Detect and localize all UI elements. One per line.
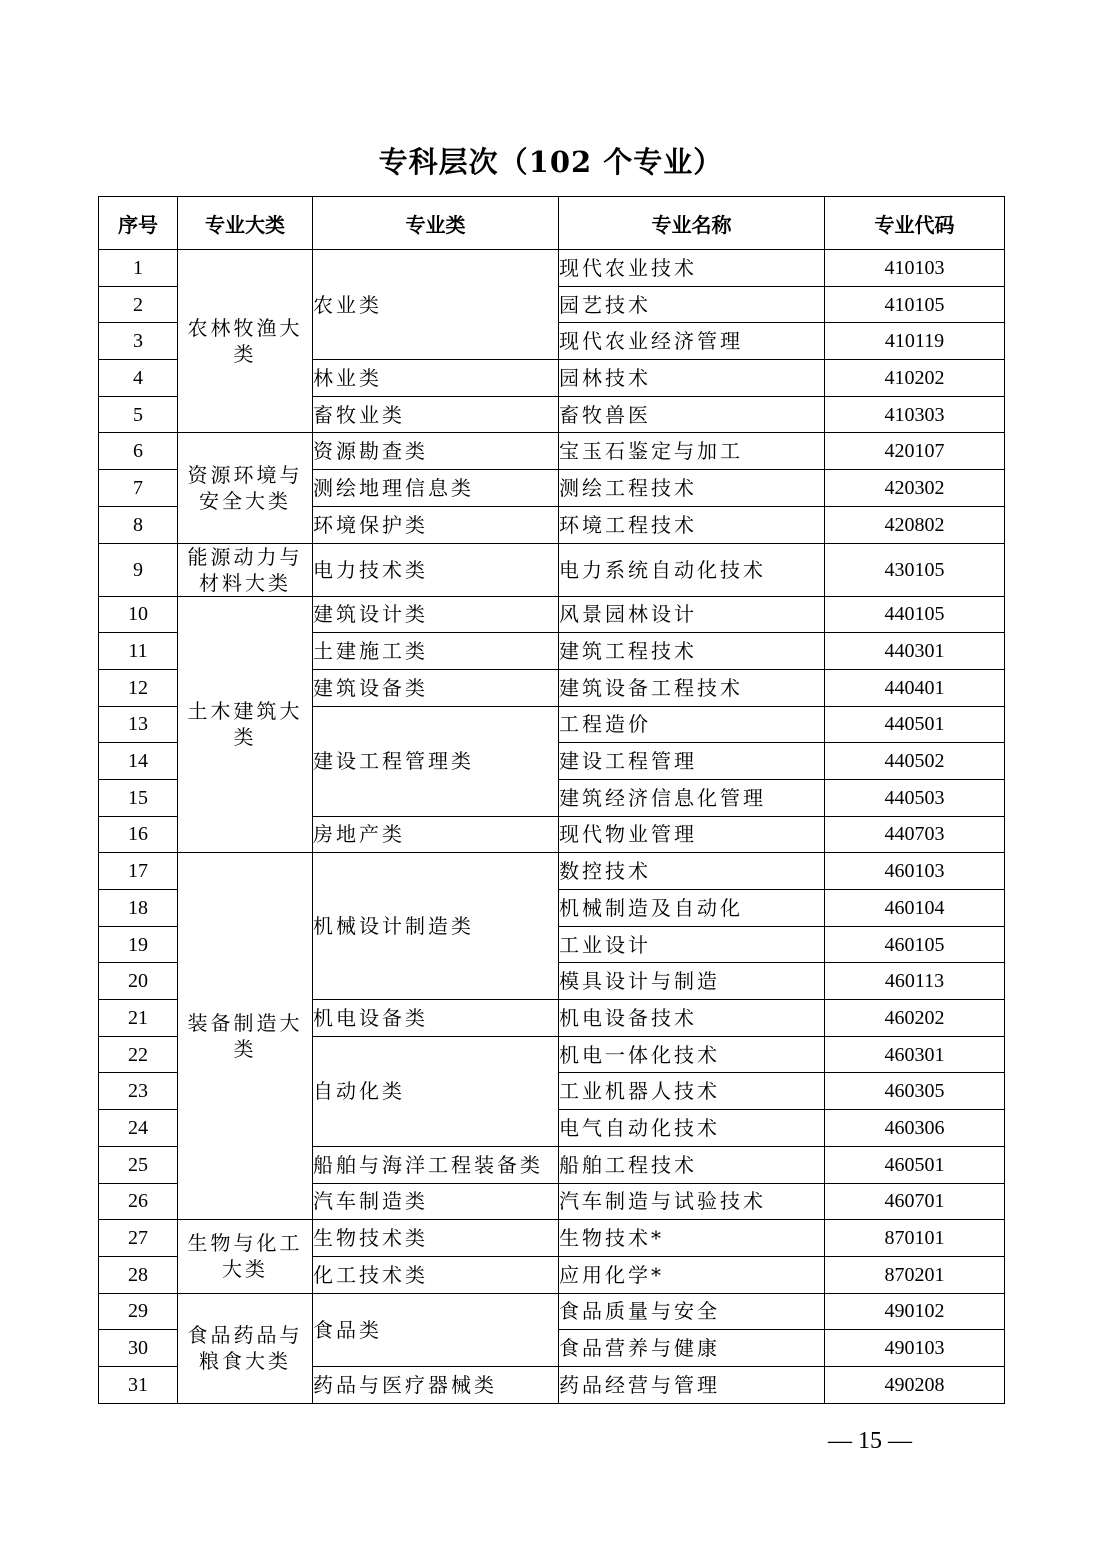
major-name-cell: 现代农业技术: [559, 250, 825, 287]
big-category-cell: 装备制造大类: [178, 853, 313, 1220]
seq-cell: 17: [99, 853, 178, 890]
class-cell: 建筑设计类: [313, 596, 559, 633]
header-major-code: 专业代码: [825, 197, 1005, 250]
seq-cell: 29: [99, 1293, 178, 1330]
major-name-cell: 生物技术*: [559, 1220, 825, 1257]
class-cell: 食品类: [313, 1293, 559, 1366]
major-name-cell: 工业设计: [559, 926, 825, 963]
major-code-cell: 410105: [825, 286, 1005, 323]
big-category-cell: 资源环境与安全大类: [178, 433, 313, 543]
major-name-cell: 模具设计与制造: [559, 963, 825, 1000]
class-cell: 建设工程管理类: [313, 706, 559, 816]
major-name-cell: 工业机器人技术: [559, 1073, 825, 1110]
major-code-cell: 460105: [825, 926, 1005, 963]
seq-cell: 28: [99, 1256, 178, 1293]
major-name-cell: 建筑经济信息化管理: [559, 779, 825, 816]
seq-cell: 8: [99, 506, 178, 543]
major-code-cell: 440503: [825, 779, 1005, 816]
major-code-cell: 460103: [825, 853, 1005, 890]
seq-cell: 21: [99, 1000, 178, 1037]
class-cell: 测绘地理信息类: [313, 470, 559, 507]
seq-cell: 10: [99, 596, 178, 633]
big-category-cell: 生物与化工大类: [178, 1220, 313, 1293]
table-row: [99, 433, 1005, 470]
major-code-cell: 460305: [825, 1073, 1005, 1110]
seq-cell: 2: [99, 286, 178, 323]
major-code-cell: 870201: [825, 1256, 1005, 1293]
table-body: [99, 250, 1005, 1404]
major-code-cell: 460501: [825, 1146, 1005, 1183]
seq-cell: 16: [99, 816, 178, 853]
major-name-cell: 机电一体化技术: [559, 1036, 825, 1073]
seq-cell: 31: [99, 1366, 178, 1403]
seq-cell: 3: [99, 323, 178, 360]
major-code-cell: 460306: [825, 1110, 1005, 1147]
major-code-cell: 460701: [825, 1183, 1005, 1220]
major-code-cell: 420802: [825, 506, 1005, 543]
major-name-cell: 电气自动化技术: [559, 1110, 825, 1147]
seq-cell: 14: [99, 743, 178, 780]
seq-cell: 22: [99, 1036, 178, 1073]
majors-table: [98, 196, 1005, 1404]
seq-cell: 11: [99, 633, 178, 670]
major-code-cell: 460301: [825, 1036, 1005, 1073]
seq-cell: 30: [99, 1330, 178, 1367]
major-name-cell: 园艺技术: [559, 286, 825, 323]
big-category-cell: 土木建筑大类: [178, 596, 313, 853]
major-name-cell: 应用化学*: [559, 1256, 825, 1293]
class-cell: 房地产类: [313, 816, 559, 853]
seq-cell: 9: [99, 543, 178, 596]
major-code-cell: 410202: [825, 360, 1005, 397]
table-row: [99, 250, 1005, 287]
major-code-cell: 490208: [825, 1366, 1005, 1403]
class-cell: 土建施工类: [313, 633, 559, 670]
major-code-cell: 460202: [825, 1000, 1005, 1037]
seq-cell: 23: [99, 1073, 178, 1110]
table-row: [99, 596, 1005, 633]
seq-cell: 12: [99, 669, 178, 706]
major-code-cell: 430105: [825, 543, 1005, 596]
big-category-cell: 农林牧渔大类: [178, 250, 313, 433]
seq-cell: 1: [99, 250, 178, 287]
major-name-cell: 环境工程技术: [559, 506, 825, 543]
table-row: [99, 1220, 1005, 1257]
class-cell: 农业类: [313, 250, 559, 360]
page-title: 专科层次（102 个专业）: [378, 145, 724, 179]
major-name-cell: 船舶工程技术: [559, 1146, 825, 1183]
class-cell: 化工技术类: [313, 1256, 559, 1293]
seq-cell: 4: [99, 360, 178, 397]
major-code-cell: 440301: [825, 633, 1005, 670]
table-row: [99, 543, 1005, 596]
table-row: [99, 853, 1005, 890]
seq-cell: 19: [99, 926, 178, 963]
major-code-cell: 440502: [825, 743, 1005, 780]
major-name-cell: 园林技术: [559, 360, 825, 397]
header-row: [99, 197, 1005, 250]
header-big-category: 专业大类: [178, 197, 313, 250]
seq-cell: 13: [99, 706, 178, 743]
major-name-cell: 汽车制造与试验技术: [559, 1183, 825, 1220]
big-category-cell: 能源动力与材料大类: [178, 543, 313, 596]
major-name-cell: 机电设备技术: [559, 1000, 825, 1037]
major-name-cell: 现代物业管理: [559, 816, 825, 853]
major-name-cell: 现代农业经济管理: [559, 323, 825, 360]
major-code-cell: 440105: [825, 596, 1005, 633]
major-name-cell: 畜牧兽医: [559, 396, 825, 433]
seq-cell: 25: [99, 1146, 178, 1183]
major-code-cell: 440401: [825, 669, 1005, 706]
seq-cell: 27: [99, 1220, 178, 1257]
major-name-cell: 建筑工程技术: [559, 633, 825, 670]
major-code-cell: 490102: [825, 1293, 1005, 1330]
major-name-cell: 食品营养与健康: [559, 1330, 825, 1367]
major-name-cell: 数控技术: [559, 853, 825, 890]
major-code-cell: 440703: [825, 816, 1005, 853]
table-row: [99, 1293, 1005, 1330]
major-code-cell: 420302: [825, 470, 1005, 507]
header-major-name: 专业名称: [559, 197, 825, 250]
major-code-cell: 410303: [825, 396, 1005, 433]
class-cell: 环境保护类: [313, 506, 559, 543]
major-code-cell: 410119: [825, 323, 1005, 360]
seq-cell: 26: [99, 1183, 178, 1220]
major-code-cell: 490103: [825, 1330, 1005, 1367]
class-cell: 资源勘查类: [313, 433, 559, 470]
major-name-cell: 药品经营与管理: [559, 1366, 825, 1403]
major-code-cell: 460113: [825, 963, 1005, 1000]
header-seq: 序号: [99, 197, 178, 250]
major-code-cell: 410103: [825, 250, 1005, 287]
major-name-cell: 工程造价: [559, 706, 825, 743]
major-name-cell: 宝玉石鉴定与加工: [559, 433, 825, 470]
seq-cell: 18: [99, 890, 178, 927]
seq-cell: 6: [99, 433, 178, 470]
class-cell: 畜牧业类: [313, 396, 559, 433]
class-cell: 汽车制造类: [313, 1183, 559, 1220]
class-cell: 药品与医疗器械类: [313, 1366, 559, 1403]
major-code-cell: 460104: [825, 890, 1005, 927]
class-cell: 生物技术类: [313, 1220, 559, 1257]
major-name-cell: 食品质量与安全: [559, 1293, 825, 1330]
seq-cell: 15: [99, 779, 178, 816]
major-name-cell: 电力系统自动化技术: [559, 543, 825, 596]
seq-cell: 7: [99, 470, 178, 507]
class-cell: 电力技术类: [313, 543, 559, 596]
class-cell: 船舶与海洋工程装备类: [313, 1146, 559, 1183]
class-cell: 机械设计制造类: [313, 853, 559, 1000]
seq-cell: 5: [99, 396, 178, 433]
major-code-cell: 440501: [825, 706, 1005, 743]
major-name-cell: 建筑设备工程技术: [559, 669, 825, 706]
class-cell: 机电设备类: [313, 1000, 559, 1037]
major-name-cell: 建设工程管理: [559, 743, 825, 780]
major-code-cell: 420107: [825, 433, 1005, 470]
page-number: — 15 —: [828, 1428, 912, 1454]
header-class: 专业类: [313, 197, 559, 250]
big-category-cell: 食品药品与粮食大类: [178, 1293, 313, 1403]
major-name-cell: 机械制造及自动化: [559, 890, 825, 927]
major-code-cell: 870101: [825, 1220, 1005, 1257]
seq-cell: 24: [99, 1110, 178, 1147]
class-cell: 自动化类: [313, 1036, 559, 1146]
class-cell: 建筑设备类: [313, 669, 559, 706]
class-cell: 林业类: [313, 360, 559, 397]
seq-cell: 20: [99, 963, 178, 1000]
major-name-cell: 测绘工程技术: [559, 470, 825, 507]
major-name-cell: 风景园林设计: [559, 596, 825, 633]
